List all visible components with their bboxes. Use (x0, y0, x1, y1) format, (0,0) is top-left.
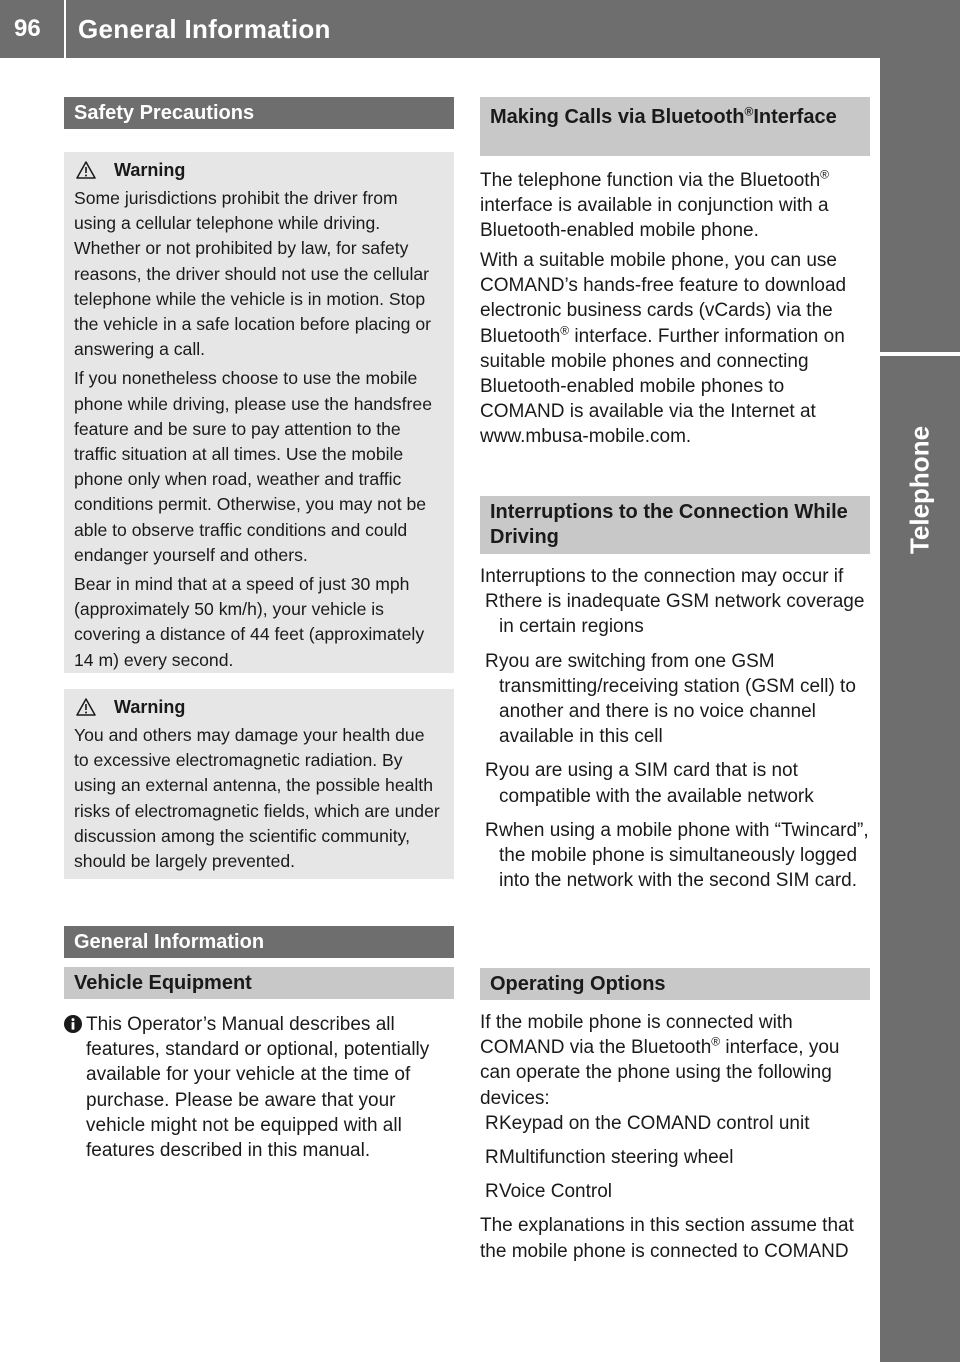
body-paragraph (480, 248, 872, 450)
warning-header (74, 697, 444, 717)
bullet-marker: R (485, 1181, 499, 1203)
list-item-text: you are switching from one GSM transmitting/receiving station (GSM cell) to another and there is no voice channel available in this cell (499, 650, 856, 748)
warning-triangle-icon (76, 161, 96, 179)
list-item-text: Multifunction steering wheel (499, 1147, 734, 1169)
chapter-title: General Information (78, 14, 331, 44)
warning-paragraph: You and others may damage your health due to excessive electromagnetic radiation. By using an external antenna, the possible health risks of electromagnetic fields, which are under discussion among the scientific community, should be largely prevented. (74, 725, 440, 872)
warning-paragraph: If you nonetheless choose to use the mobile phone while driving, please use the handsfree feature and be sure to pay attention to the traffic situation at all times. Use the mobile phone only when road, weather and traffic conditions permit. Otherwise, you may not be able to observe traffic conditions and could endanger yourself and others. (74, 368, 432, 565)
side-tab-label: Telephone (904, 425, 935, 555)
warning-label: Warning (114, 696, 186, 717)
bullet-marker: R (485, 1112, 499, 1134)
list-item-text: Voice Control (499, 1181, 613, 1203)
bullet-marker: R (485, 1147, 499, 1169)
header-divider (64, 0, 66, 58)
paragraph-text: The telephone function via the Bluetooth (480, 170, 821, 191)
warning-box-2 (64, 689, 454, 879)
list-item (480, 1111, 872, 1136)
interruptions-section (480, 564, 872, 893)
bullet-marker: R (485, 650, 499, 672)
operating-outro: The explanations in this section assume that the mobile phone is connected to COMAND (480, 1215, 854, 1262)
list-item-text: when using a mobile phone with “Twincard”, the mobile phone is simultaneously logged into the network with the second SIM card. (499, 819, 869, 892)
operating-intro (480, 1010, 872, 1111)
list-item (480, 649, 872, 750)
interruptions-heading: Interruptions to the Connection While Driving (480, 496, 870, 554)
info-note (64, 1012, 454, 1163)
registered-mark: ® (744, 104, 754, 119)
heading-text: Interface (753, 106, 837, 128)
list-item (480, 1145, 872, 1170)
paragraph-text: interface is available in conjunction with a Bluetooth-enabled mobile phone. (480, 195, 829, 242)
paragraph-text: With a suitable mobile phone, you can use COMAND’s hands-free feature to download electronic business cards (vCards) via the Bluetooth (480, 250, 847, 347)
safety-precautions-heading: Safety Precautions (64, 97, 454, 129)
list-item (480, 589, 872, 639)
page-number: 96 (14, 15, 41, 42)
registered-mark: ® (560, 323, 570, 338)
warning-label: Warning (114, 159, 186, 180)
paragraph-text: interface. Further information on suitable mobile phones and connecting Bluetooth-enabled mobile phones to COMAND is available via the Internet at www.mbusa-mobile.com. (480, 325, 845, 448)
vehicle-equipment-heading: Vehicle Equipment (64, 967, 454, 999)
warning-triangle-icon (76, 698, 96, 716)
list-item (480, 758, 872, 808)
info-text: This Operator’s Manual describes all features, standard or optional, potentially available for your vehicle at the time of purchase. Please be aware that your vehicle might not be equipped with all features described in this manual. (86, 1014, 430, 1162)
list-item (480, 818, 872, 894)
operating-options-heading: Operating Options (480, 968, 870, 1000)
heading-text: Making Calls via Bluetooth (490, 106, 745, 128)
bluetooth-heading (480, 97, 870, 156)
warning-header (74, 160, 444, 180)
warning-box-1 (64, 152, 454, 673)
list-item (480, 1179, 872, 1204)
registered-mark: ® (820, 167, 829, 182)
general-information-heading: General Information (64, 926, 454, 958)
list-item-text: Keypad on the COMAND control unit (499, 1112, 810, 1134)
paragraph-text: If the mobile phone is connected with COMAND via the Bluetooth (480, 1012, 793, 1059)
bullet-marker: R (485, 760, 499, 782)
info-icon (64, 1015, 82, 1033)
list-item-text: there is inadequate GSM network coverage in certain regions (499, 591, 865, 638)
interruptions-intro: Interruptions to the connection may occur if (480, 566, 844, 587)
paragraph-text: interface, you can operate the phone using the following devices: (480, 1037, 840, 1109)
bullet-marker: R (485, 819, 499, 841)
list-item-text: you are using a SIM card that is not compatible with the available network (499, 760, 814, 807)
bullet-marker: R (485, 591, 499, 613)
body-paragraph (480, 168, 872, 244)
warning-paragraph: Bear in mind that at a speed of just 30 mph (approximately 50 km/h), your vehicle is covering a distance of 44 feet (approximately 14 m) every second. (74, 574, 425, 670)
operating-section (480, 1010, 872, 1264)
warning-paragraph: Some jurisdictions prohibit the driver from using a cellular telephone while driving. Whether or not prohibited by law, for safety reasons, the driver should not use the cellular telephone while the vehicle is in motion. Stop the vehicle in a safe location before placing or answering a call. (74, 188, 431, 360)
side-tab-top (880, 58, 960, 352)
registered-mark: ® (711, 1034, 721, 1049)
